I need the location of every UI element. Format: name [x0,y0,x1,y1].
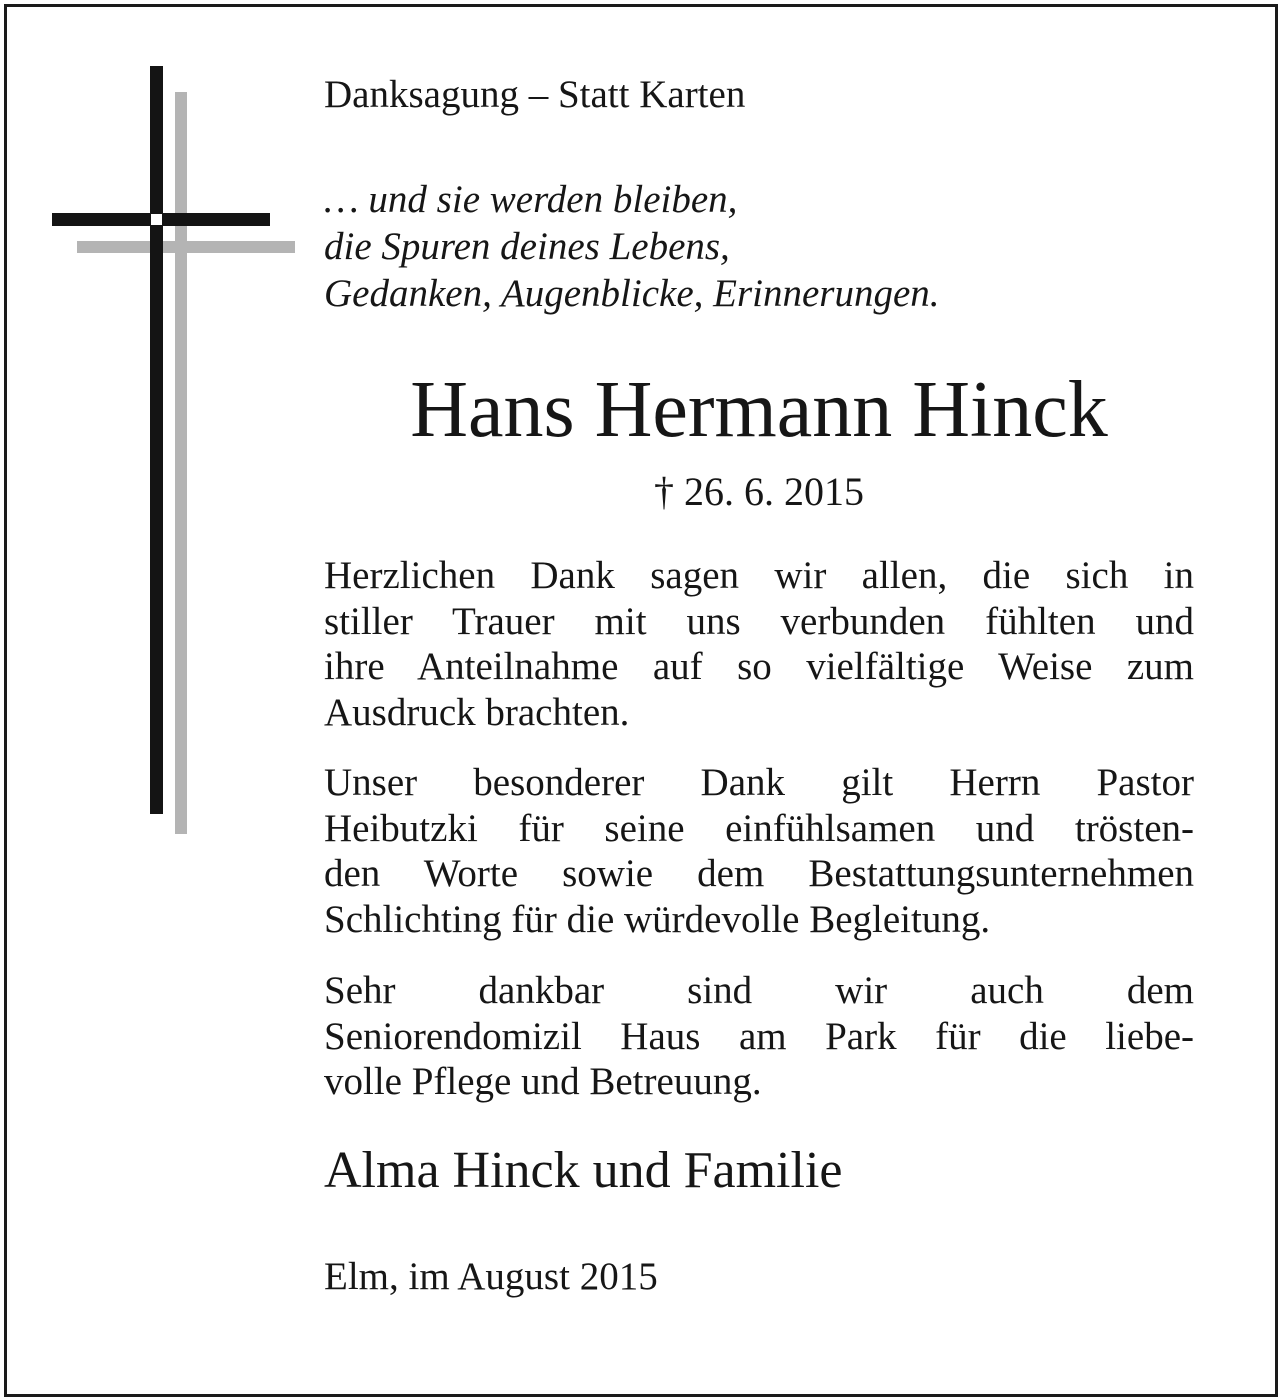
paragraph-line: ihre Anteilnahme auf so vielfältige Weise zum [324,645,1194,689]
paragraph-line: Seniorendomizil Haus am Park für die liebe- [324,1014,1194,1058]
paragraph-line: den Worte sowie dem Bestattungsunternehmen [324,852,1194,896]
paragraph-line: Unser besonderer Dank gilt Herrn Pastor [324,761,1194,804]
thanks-paragraph-1 [324,553,1194,736]
cross-intersection [151,214,162,225]
thanks-paragraph-3 [324,968,1194,1105]
thanks-paragraph-2 [324,760,1194,943]
paragraph-line: Heibutzki für seine einfühlsamen und trösten- [324,806,1194,850]
quote-line: … und sie werden bleiben, [324,178,738,221]
cross-shadow-horizontal [77,241,295,253]
signature: Alma Hinck und Familie [324,1142,843,1199]
paragraph-line: Ausdruck brachten. [324,691,630,735]
cross-shadow-vertical [175,92,187,834]
place-date: Elm, im August 2015 [324,1255,658,1298]
quote-line: die Spuren deines Lebens, [324,225,730,268]
death-date: † 26. 6. 2015 [654,469,864,514]
cross-main-vertical [150,66,163,814]
paragraph-line: Sehr dankbar sind wir auch dem [324,969,1194,1012]
memorial-quote [324,176,1194,317]
cross-icon [0,0,320,860]
paragraph-line: Schlichting für die würdevolle Begleitung. [324,898,991,942]
paragraph-line: Herzlichen Dank sagen wir allen, die sich in [324,554,1194,597]
paragraph-line: stiller Trauer mit uns verbunden fühlten und [324,599,1194,643]
quote-line: Gedanken, Augenblicke, Erinnerungen. [324,272,940,315]
notice-header: Danksagung – Statt Karten [324,73,746,116]
deceased-name: Hans Hermann Hinck [410,366,1108,454]
paragraph-line: volle Pflege und Betreuung. [324,1060,762,1104]
